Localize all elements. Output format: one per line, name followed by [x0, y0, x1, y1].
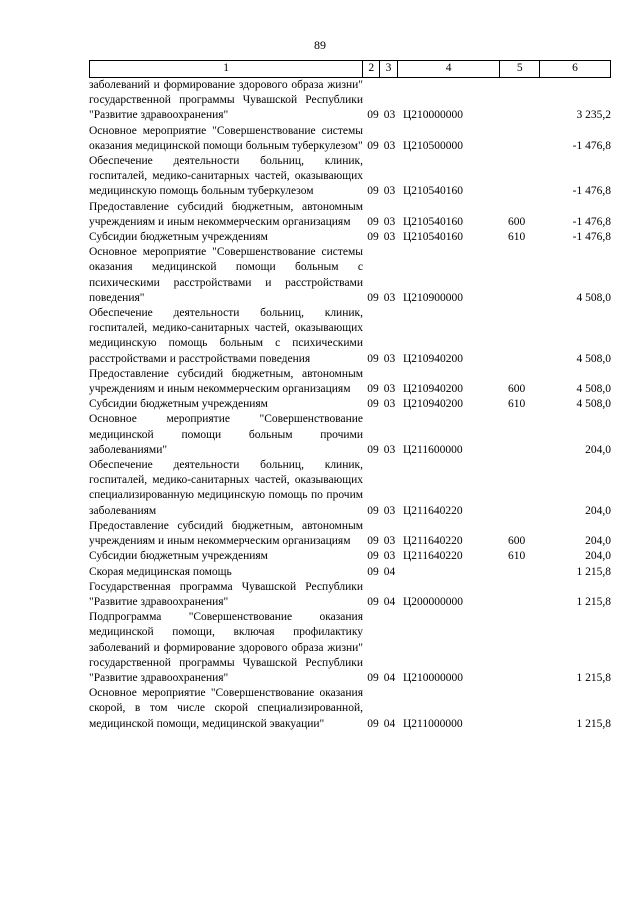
header-col-6: 6 — [540, 61, 611, 77]
row-subsection: 03 — [383, 443, 396, 456]
row-name: Основное мероприятие "Совершенствование системы оказания медицинской помощи больным с психическими расстройствами и расстройствами поведения" — [89, 246, 363, 304]
row-name: Основное мероприятие "Совершенствование оказания скорой, в том числе скорой специализированной, медицинской помощи, медицинской эвакуации" — [89, 687, 363, 730]
header-col-5: 5 — [500, 61, 539, 77]
table-row — [89, 610, 611, 686]
row-target-article: Ц210000000 — [403, 109, 464, 122]
row-name: заболеваний и формирование здорового образа жизни" государственной программы Чувашской Республики "Развитие здравоохранения" — [89, 79, 363, 122]
row-subsection: 03 — [383, 139, 396, 152]
row-subsection: 04 — [383, 595, 396, 608]
row-subsection: 03 — [383, 352, 396, 365]
row-section: 09 — [367, 383, 379, 396]
row-amount: -1 476,8 — [572, 231, 611, 244]
budget-table — [89, 60, 611, 732]
row-name: Субсидии бюджетным учреждениям — [89, 550, 268, 563]
table-header — [89, 60, 611, 78]
row-subsection: 03 — [383, 109, 396, 122]
table-row — [89, 200, 611, 230]
row-amount: 1 215,8 — [576, 717, 611, 730]
row-target-article: Ц210940200 — [403, 352, 464, 365]
row-amount: 3 235,2 — [576, 109, 611, 122]
table-row — [89, 306, 611, 367]
row-name: Скорая медицинская помощь — [89, 565, 232, 578]
page-number: 89 — [314, 38, 326, 52]
row-name: Обеспечение деятельности больниц, клиник, госпиталей, медико-санитарных частей, оказывающих медицинскую помощь больным с психическими расстройствами и расстройствами поведения — [89, 307, 363, 365]
row-section: 09 — [367, 565, 379, 578]
row-name: Основное мероприятие "Совершенствование системы оказания медицинской помощи больным туберкулезом" — [89, 124, 363, 152]
row-name: Субсидии бюджетным учреждениям — [89, 398, 268, 411]
row-amount: 4 508,0 — [576, 398, 611, 411]
table-row — [89, 124, 611, 154]
row-subsection: 03 — [383, 504, 396, 517]
row-target-article: Ц211640220 — [403, 535, 463, 548]
row-expense-type: 610 — [508, 398, 526, 411]
row-target-article: Ц210940200 — [403, 383, 464, 396]
row-target-article: Ц210540160 — [403, 231, 464, 244]
row-subsection: 03 — [383, 398, 396, 411]
row-amount: 1 215,8 — [576, 595, 611, 608]
table-row — [89, 686, 611, 732]
table-row — [89, 78, 611, 124]
row-expense-type: 600 — [508, 535, 526, 548]
table-row — [89, 397, 611, 412]
table-row — [89, 458, 611, 519]
row-target-article: Ц211640220 — [403, 504, 463, 517]
row-subsection: 03 — [383, 291, 396, 304]
row-section: 09 — [367, 595, 379, 608]
table-row — [89, 565, 611, 580]
row-expense-type: 610 — [508, 231, 526, 244]
row-amount: -1 476,8 — [572, 215, 611, 228]
row-section: 09 — [367, 671, 379, 684]
row-subsection: 04 — [383, 717, 396, 730]
row-name: Предоставление субсидий бюджетным, автономным учреждениям и иным некоммерческим организациям — [89, 200, 363, 228]
row-target-article: Ц210500000 — [403, 139, 464, 152]
row-section: 09 — [367, 504, 379, 517]
row-subsection: 03 — [383, 231, 396, 244]
row-section: 09 — [367, 291, 379, 304]
row-target-article: Ц210540160 — [403, 185, 464, 198]
row-subsection: 04 — [383, 671, 396, 684]
row-amount: 204,0 — [585, 504, 611, 517]
row-target-article: Ц210540160 — [403, 215, 464, 228]
row-amount: -1 476,8 — [572, 185, 611, 198]
row-name: Подпрограмма "Совершенствование оказания медицинской помощи, включая профилактику заболеваний и формирование здорового образа жизни" государственной программы Чувашской Республики "Развитие здравоохранения" — [89, 611, 363, 684]
row-section: 09 — [367, 550, 379, 563]
row-amount: 204,0 — [585, 443, 611, 456]
table-row — [89, 245, 611, 306]
row-subsection: 03 — [383, 550, 396, 563]
row-name: Предоставление субсидий бюджетным, автономным учреждениям и иным некоммерческим организациям — [89, 367, 363, 396]
row-section: 09 — [367, 139, 379, 152]
row-target-article: Ц211000000 — [403, 717, 463, 730]
row-target-article: Ц211600000 — [403, 443, 463, 456]
row-target-article: Ц210000000 — [403, 671, 464, 684]
row-section: 09 — [367, 443, 379, 456]
row-target-article: Ц211640220 — [403, 550, 463, 563]
table-row — [89, 580, 611, 610]
row-amount: 1 215,8 — [576, 565, 611, 578]
row-section: 09 — [367, 535, 379, 548]
header-col-2: 2 — [363, 61, 380, 77]
header-col-1: 1 — [90, 61, 363, 77]
row-name: Основное мероприятие "Совершенствование медицинской помощи больным прочими заболеваниями" — [89, 413, 363, 456]
table-row — [89, 412, 611, 458]
row-amount: 1 215,8 — [576, 671, 611, 684]
row-target-article: Ц200000000 — [403, 595, 464, 608]
row-section: 09 — [367, 717, 379, 730]
row-amount: 4 508,0 — [576, 383, 611, 396]
row-amount: 4 508,0 — [576, 352, 611, 365]
row-subsection: 03 — [383, 215, 396, 228]
row-subsection: 03 — [383, 185, 396, 198]
header-col-3: 3 — [380, 61, 398, 77]
row-amount: 204,0 — [585, 535, 611, 548]
row-section: 09 — [367, 109, 379, 122]
row-subsection: 04 — [383, 565, 396, 578]
row-target-article: Ц210940200 — [403, 398, 464, 411]
row-expense-type: 600 — [508, 383, 526, 396]
row-amount: 204,0 — [585, 550, 611, 563]
row-name: Предоставление субсидий бюджетным, автономным учреждениям и иным некоммерческим организациям — [89, 519, 363, 548]
row-section: 09 — [367, 231, 379, 244]
row-expense-type: 610 — [508, 550, 526, 563]
table-row — [89, 519, 611, 549]
row-expense-type: 600 — [508, 215, 526, 228]
row-name: Государственная программа Чувашской Республики "Развитие здравоохранения" — [89, 580, 363, 608]
table-row — [89, 230, 611, 245]
row-section: 09 — [367, 185, 379, 198]
row-amount: -1 476,8 — [572, 139, 611, 152]
row-name: Обеспечение деятельности больниц, клиник, госпиталей, медико-санитарных частей, оказывающих медицинскую помощь больным туберкулезом — [89, 155, 363, 198]
header-col-4: 4 — [398, 61, 501, 77]
table-row — [89, 549, 611, 564]
row-name: Субсидии бюджетным учреждениям — [89, 231, 268, 244]
row-amount: 4 508,0 — [576, 291, 611, 304]
row-section: 09 — [367, 352, 379, 365]
row-subsection: 03 — [383, 383, 396, 396]
row-subsection: 03 — [383, 535, 396, 548]
row-name: Обеспечение деятельности больниц, клиник, госпиталей, медико-санитарных частей, оказывающих специализированную медицинскую помощь по прочим заболеваниям — [89, 459, 363, 517]
row-section: 09 — [367, 215, 379, 228]
row-section: 09 — [367, 398, 379, 411]
table-body — [89, 78, 611, 732]
table-row — [89, 367, 611, 397]
row-target-article: Ц210900000 — [403, 291, 464, 304]
table-row — [89, 154, 611, 200]
